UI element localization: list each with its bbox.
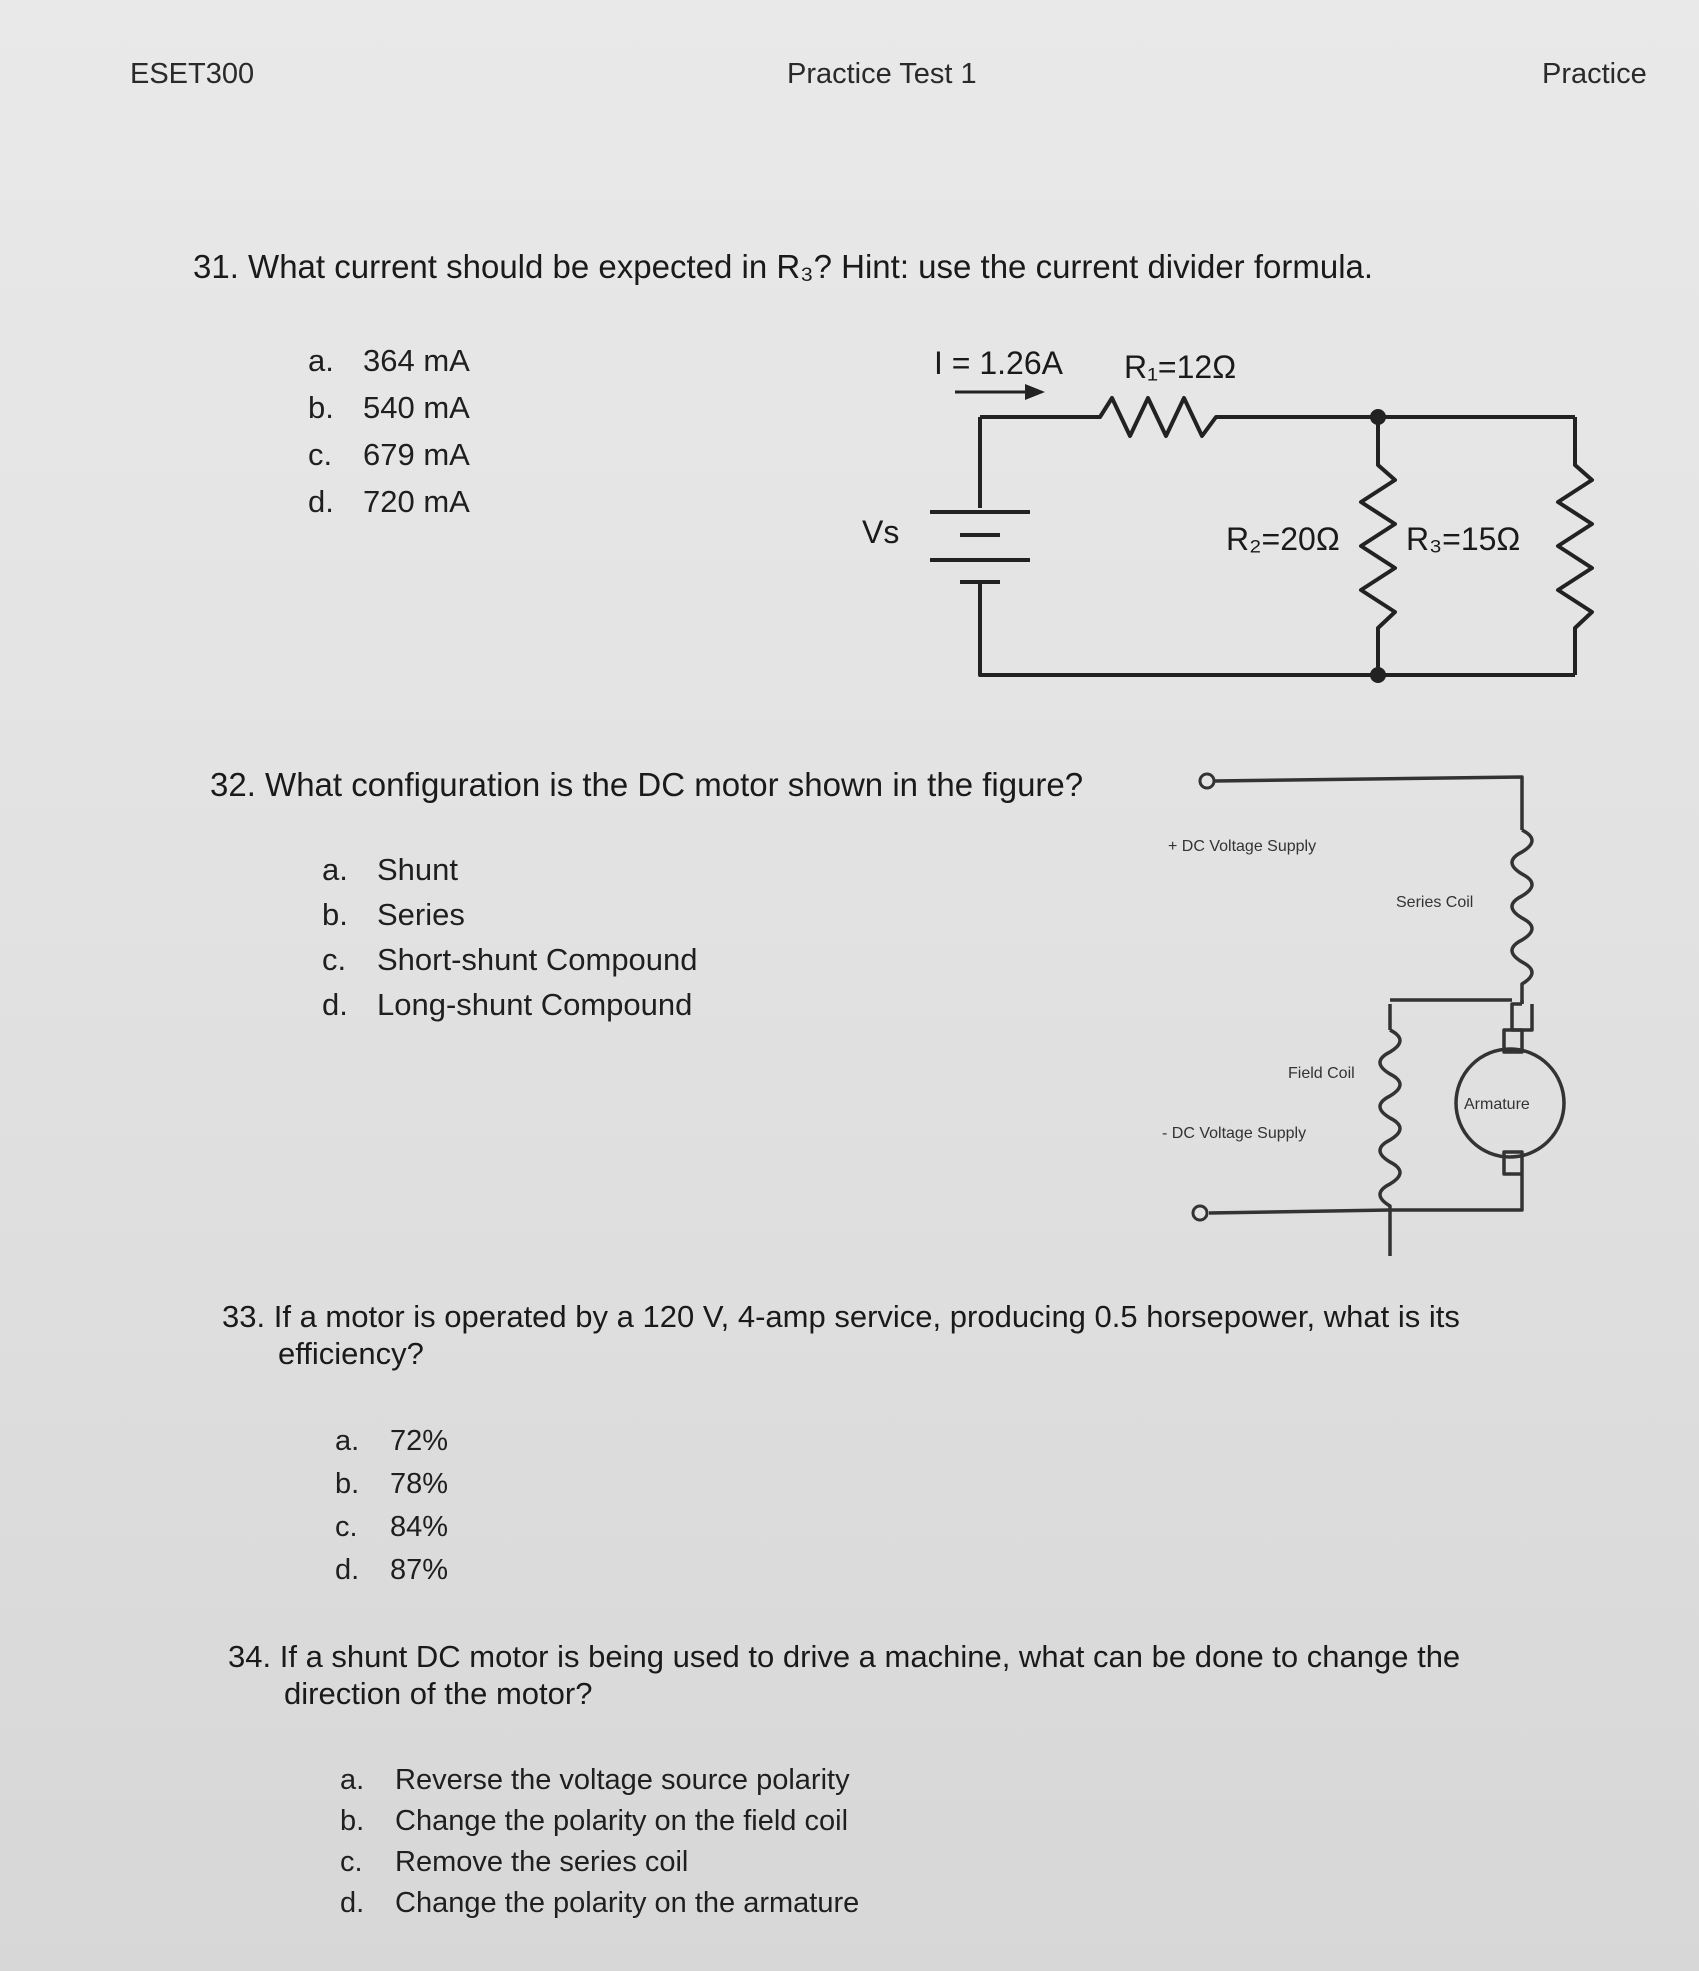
option-b[interactable]: b. 78% — [335, 1468, 449, 1500]
option-a[interactable]: a. Reverse the voltage source polarity — [340, 1764, 850, 1796]
question-text-line2: efficiency? — [278, 1336, 424, 1372]
series-coil — [1512, 830, 1532, 1004]
r1-label: R₁=12Ω — [1124, 349, 1237, 385]
field-coil — [1380, 1030, 1400, 1256]
armature-label: Armature — [1464, 1096, 1530, 1113]
question-number: 33. — [222, 1299, 266, 1334]
option-a[interactable]: a. 72% — [335, 1425, 449, 1457]
question-text: What current should be expected in R₃? Hint: use the current divider formula. — [248, 248, 1374, 285]
question-text-line1: If a shunt DC motor is being used to drive a machine, what can be done to change the — [279, 1639, 1461, 1674]
question-32 — [210, 765, 1083, 805]
plus-terminal-icon — [1200, 774, 1214, 788]
option-b[interactable]: b. Change the polarity on the field coil — [340, 1805, 849, 1837]
option-a[interactable]: a. Shunt — [322, 852, 459, 887]
option-d[interactable]: d. Long-shunt Compound — [322, 987, 693, 1022]
field-coil-label: Field Coil — [1288, 1065, 1355, 1082]
junction-dot — [1370, 409, 1386, 425]
junction-dot — [1370, 667, 1386, 683]
minus-supply-label: - DC Voltage Supply — [1162, 1125, 1307, 1142]
r3-label: R₃=15Ω — [1406, 521, 1521, 557]
source-label: Vs — [862, 514, 900, 550]
option-c[interactable]: c. Short-shunt Compound — [322, 942, 698, 977]
current-label: I = 1.26A — [934, 345, 1063, 381]
r2-label: R₂=20Ω — [1226, 521, 1340, 557]
option-d[interactable]: d. Change the polarity on the armature — [340, 1887, 860, 1919]
question-number: 32. — [210, 766, 256, 803]
question-text-line2: direction of the motor? — [284, 1676, 593, 1712]
q34-options — [340, 1764, 859, 1928]
course-code: ESET300 — [130, 58, 255, 90]
question-number: 31. — [193, 248, 239, 285]
q32-options — [322, 852, 698, 1032]
plus-supply-label: + DC Voltage Supply — [1168, 838, 1317, 855]
r1-resistor — [980, 398, 1575, 436]
question-34 — [228, 1638, 1460, 1712]
bottom-supply-wire — [1209, 1175, 1522, 1213]
header-right: Practice — [1542, 58, 1647, 90]
series-coil-label: Series Coil — [1396, 894, 1474, 911]
option-b[interactable]: b. Series — [322, 897, 465, 932]
series-to-armature — [1512, 1004, 1532, 1030]
question-text-line1: If a motor is operated by a 120 V, 4-amp service, producing 0.5 horsepower, what is its — [273, 1299, 1460, 1334]
option-b[interactable]: b. 540 mA — [308, 390, 470, 425]
minus-terminal-icon — [1193, 1206, 1207, 1220]
option-d[interactable]: d. 87% — [335, 1554, 449, 1586]
r3-resistor — [1558, 417, 1592, 675]
top-supply-wire — [1214, 777, 1522, 830]
option-c[interactable]: c. 84% — [335, 1511, 449, 1543]
test-title: Practice Test 1 — [787, 58, 977, 90]
question-text: What configuration is the DC motor shown in the figure? — [265, 766, 1084, 803]
option-c[interactable]: c. Remove the series coil — [340, 1846, 689, 1878]
option-a[interactable]: a. 364 mA — [308, 343, 470, 378]
arrow-head-icon — [1025, 384, 1045, 400]
option-d[interactable]: d. 720 mA — [308, 484, 470, 519]
q33-options — [335, 1425, 448, 1597]
bottom-wire — [980, 582, 1575, 675]
question-number: 34. — [228, 1639, 272, 1674]
question-33 — [222, 1298, 1460, 1372]
r2-resistor — [1361, 417, 1395, 675]
option-c[interactable]: c. 679 mA — [308, 437, 470, 472]
